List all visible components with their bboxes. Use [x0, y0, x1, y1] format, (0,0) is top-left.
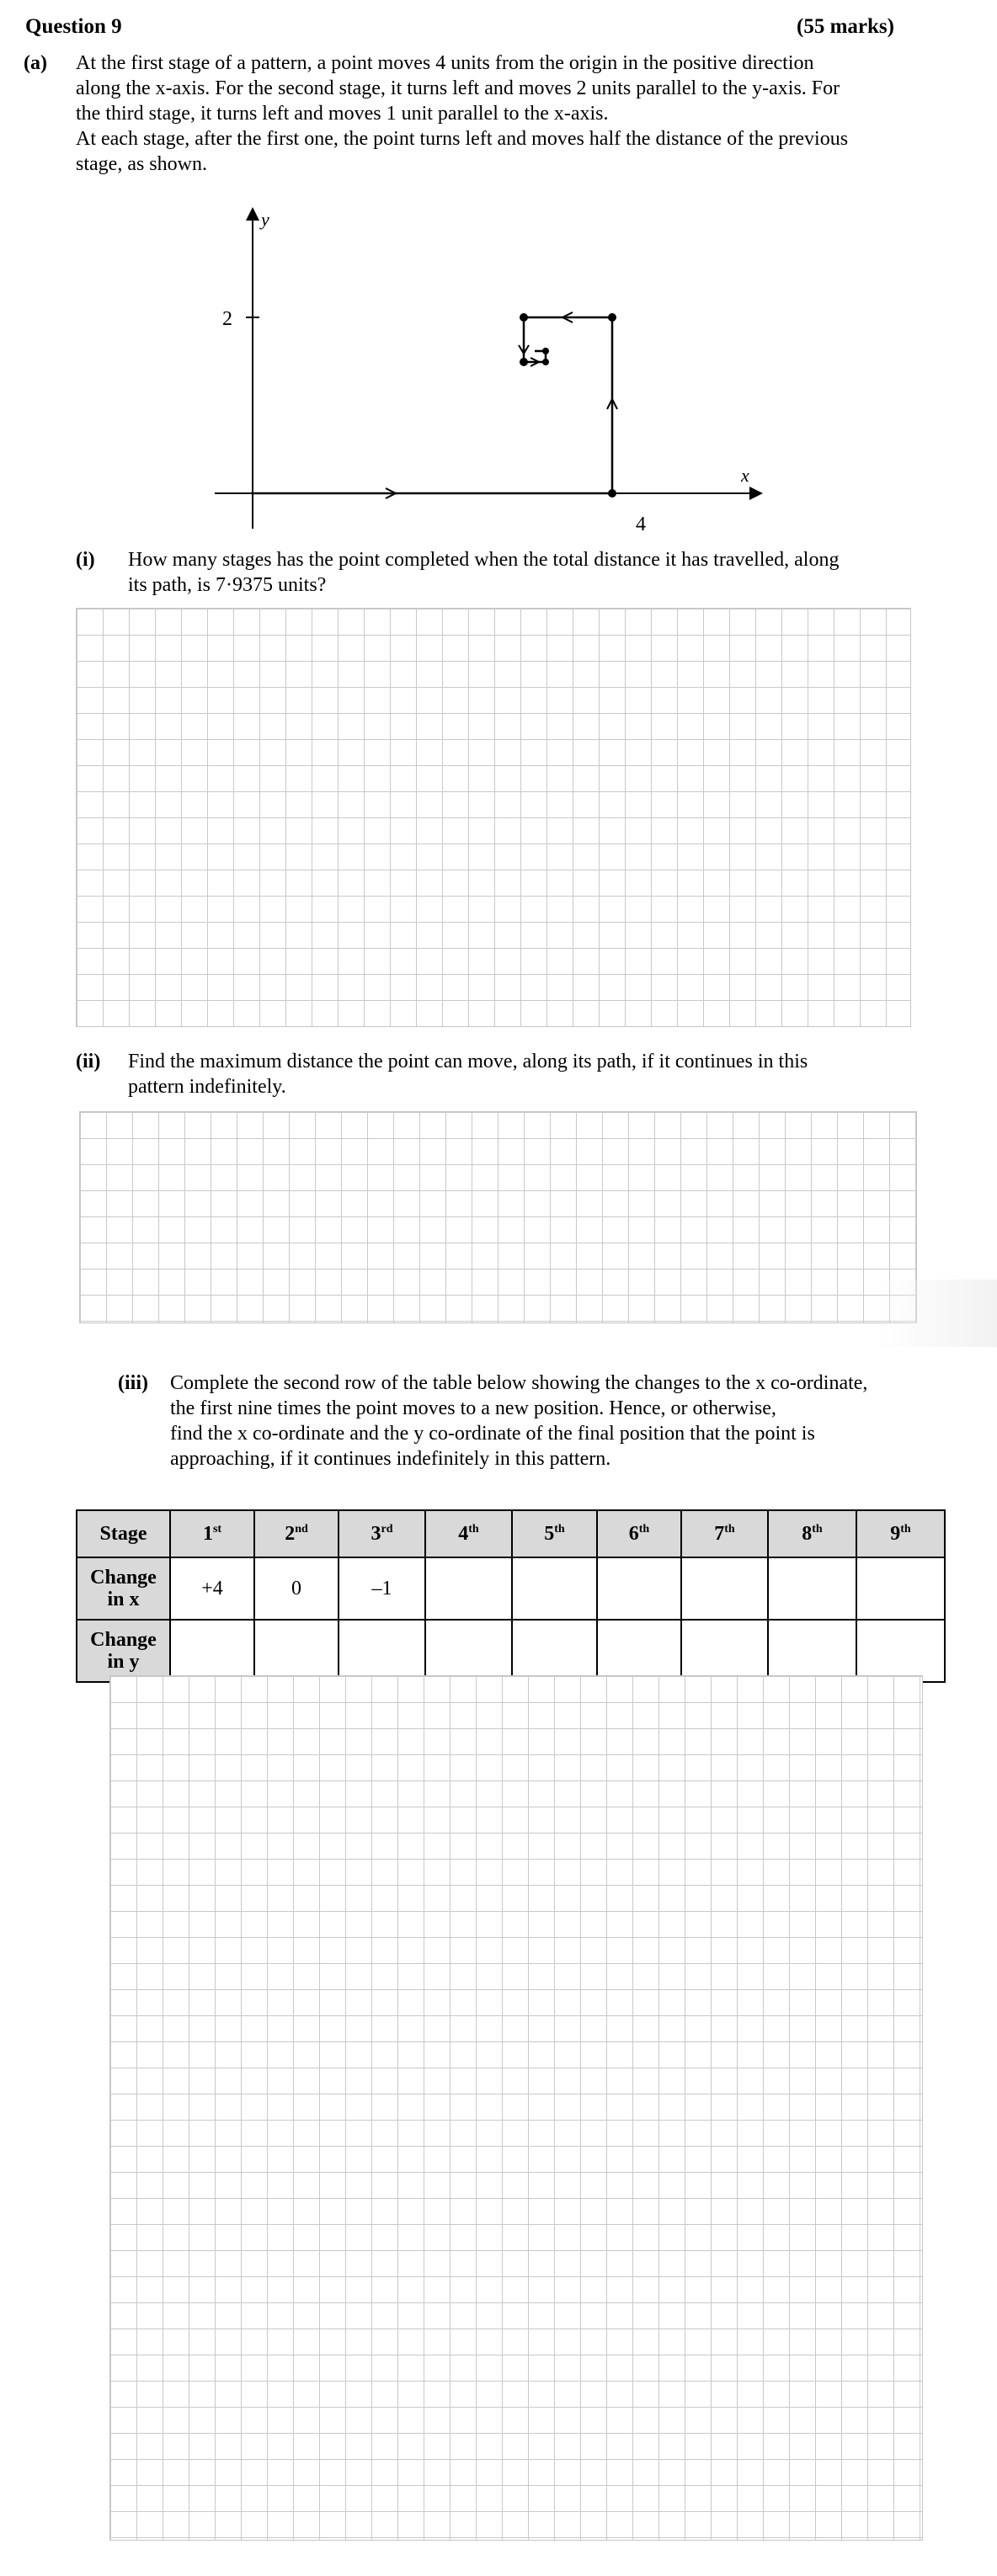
part-iii-label: (iii) — [118, 1372, 148, 1394]
part-iii-line-1: Complete the second row of the table below showing the changes to the x co-ordinate, — [170, 1372, 868, 1394]
stage-header: Stage — [77, 1510, 170, 1557]
change-y-cell[interactable] — [512, 1620, 597, 1682]
question-title: Question 9 — [25, 15, 122, 38]
change-x-cell[interactable] — [681, 1557, 768, 1620]
change-x-cell[interactable] — [856, 1557, 945, 1620]
point-stage-5 — [542, 359, 549, 365]
change-y-cell[interactable] — [681, 1620, 768, 1682]
part-i-line-1: How many stages has the point completed when the total distance it has travelled, along — [128, 549, 840, 571]
point-stage-1 — [608, 489, 616, 498]
point-stage-4 — [520, 358, 528, 366]
part-ii-line-1: Find the maximum distance the point can move, along its path, if it continues in this — [128, 1051, 808, 1072]
change-x-cell[interactable]: +4 — [170, 1557, 254, 1620]
stage-header-1: 1st — [170, 1510, 254, 1557]
part-ii-label: (ii) — [76, 1051, 101, 1072]
answer-grid-i[interactable] — [76, 608, 911, 1027]
spiral-path-diagram — [0, 0, 997, 556]
change-y-cell[interactable] — [856, 1620, 945, 1682]
part-ii-line-2: pattern indefinitely. — [128, 1076, 286, 1098]
change-x-cell[interactable] — [512, 1557, 597, 1620]
part-a-line-5: stage, as shown. — [76, 153, 207, 175]
answer-grid-iii[interactable] — [109, 1675, 923, 2541]
spiral-path — [253, 317, 612, 493]
part-i-line-2: its path, is 7·9375 units? — [128, 574, 327, 596]
stage-header-3: 3rd — [339, 1510, 425, 1557]
page-edge-shadow — [876, 1280, 997, 1347]
change-y-cell[interactable] — [254, 1620, 339, 1682]
change-y-cell[interactable] — [339, 1620, 425, 1682]
x-axis-label: x — [741, 465, 749, 486]
point-stage-2 — [608, 313, 616, 322]
stage-header-7: 7th — [681, 1510, 768, 1557]
question-marks: (55 marks) — [797, 15, 894, 38]
x-tick-label: 4 — [636, 514, 646, 535]
part-ii-text — [128, 1049, 920, 1099]
change-x-cell[interactable] — [425, 1557, 512, 1620]
stage-header-2: 2nd — [254, 1510, 339, 1557]
part-a-line-2: along the x-axis. For the second stage, it turns left and moves 2 units parallel to the y-axis. For — [76, 77, 840, 99]
part-iii-line-3: find the x co-ordinate and the y co-ordinate of the final position that the point is — [170, 1423, 815, 1445]
change-y-cell[interactable] — [170, 1620, 254, 1682]
part-a-line-3: the third stage, it turns left and moves 1 unit parallel to the x-axis. — [76, 103, 609, 125]
change-x-cell[interactable]: 0 — [254, 1557, 339, 1620]
y-axis-label: y — [261, 209, 269, 230]
part-i-text — [128, 547, 920, 598]
part-iii-line-4: approaching, if it continues indefinitely in this pattern. — [170, 1448, 611, 1470]
change-y-cell[interactable] — [597, 1620, 681, 1682]
change-y-cell[interactable] — [768, 1620, 856, 1682]
change-in-x-label: Change in x — [77, 1557, 170, 1620]
answer-grid-ii[interactable] — [79, 1111, 917, 1323]
change-in-x-row — [77, 1557, 945, 1620]
stage-header-6: 6th — [597, 1510, 681, 1557]
stage-table — [76, 1509, 946, 1683]
table-header-row — [77, 1510, 945, 1557]
stage-header-5: 5th — [512, 1510, 597, 1557]
change-y-cell[interactable] — [425, 1620, 512, 1682]
y-tick-label: 2 — [222, 308, 232, 330]
change-in-y-label: Change in y — [77, 1620, 170, 1682]
part-i-label: (i) — [76, 549, 95, 571]
change-in-y-row — [77, 1620, 945, 1682]
point-stage-3 — [520, 313, 528, 322]
point-stage-6 — [542, 348, 549, 354]
part-iii-text — [170, 1370, 953, 1472]
part-a-line-4: At each stage, after the first one, the point turns left and moves half the distance of the previous — [76, 128, 849, 150]
change-x-cell[interactable]: –1 — [339, 1557, 425, 1620]
change-x-cell[interactable] — [768, 1557, 856, 1620]
stage-header-8: 8th — [768, 1510, 856, 1557]
change-x-cell[interactable] — [597, 1557, 681, 1620]
part-iii-line-2: the first nine times the point moves to a new position. Hence, or otherwise, — [170, 1397, 776, 1419]
stage-header-4: 4th — [425, 1510, 512, 1557]
stage-header-9: 9th — [856, 1510, 945, 1557]
part-a-line-1: At the first stage of a pattern, a point moves 4 units from the origin in the positive direction — [76, 52, 814, 74]
part-a-label: (a) — [24, 52, 47, 74]
